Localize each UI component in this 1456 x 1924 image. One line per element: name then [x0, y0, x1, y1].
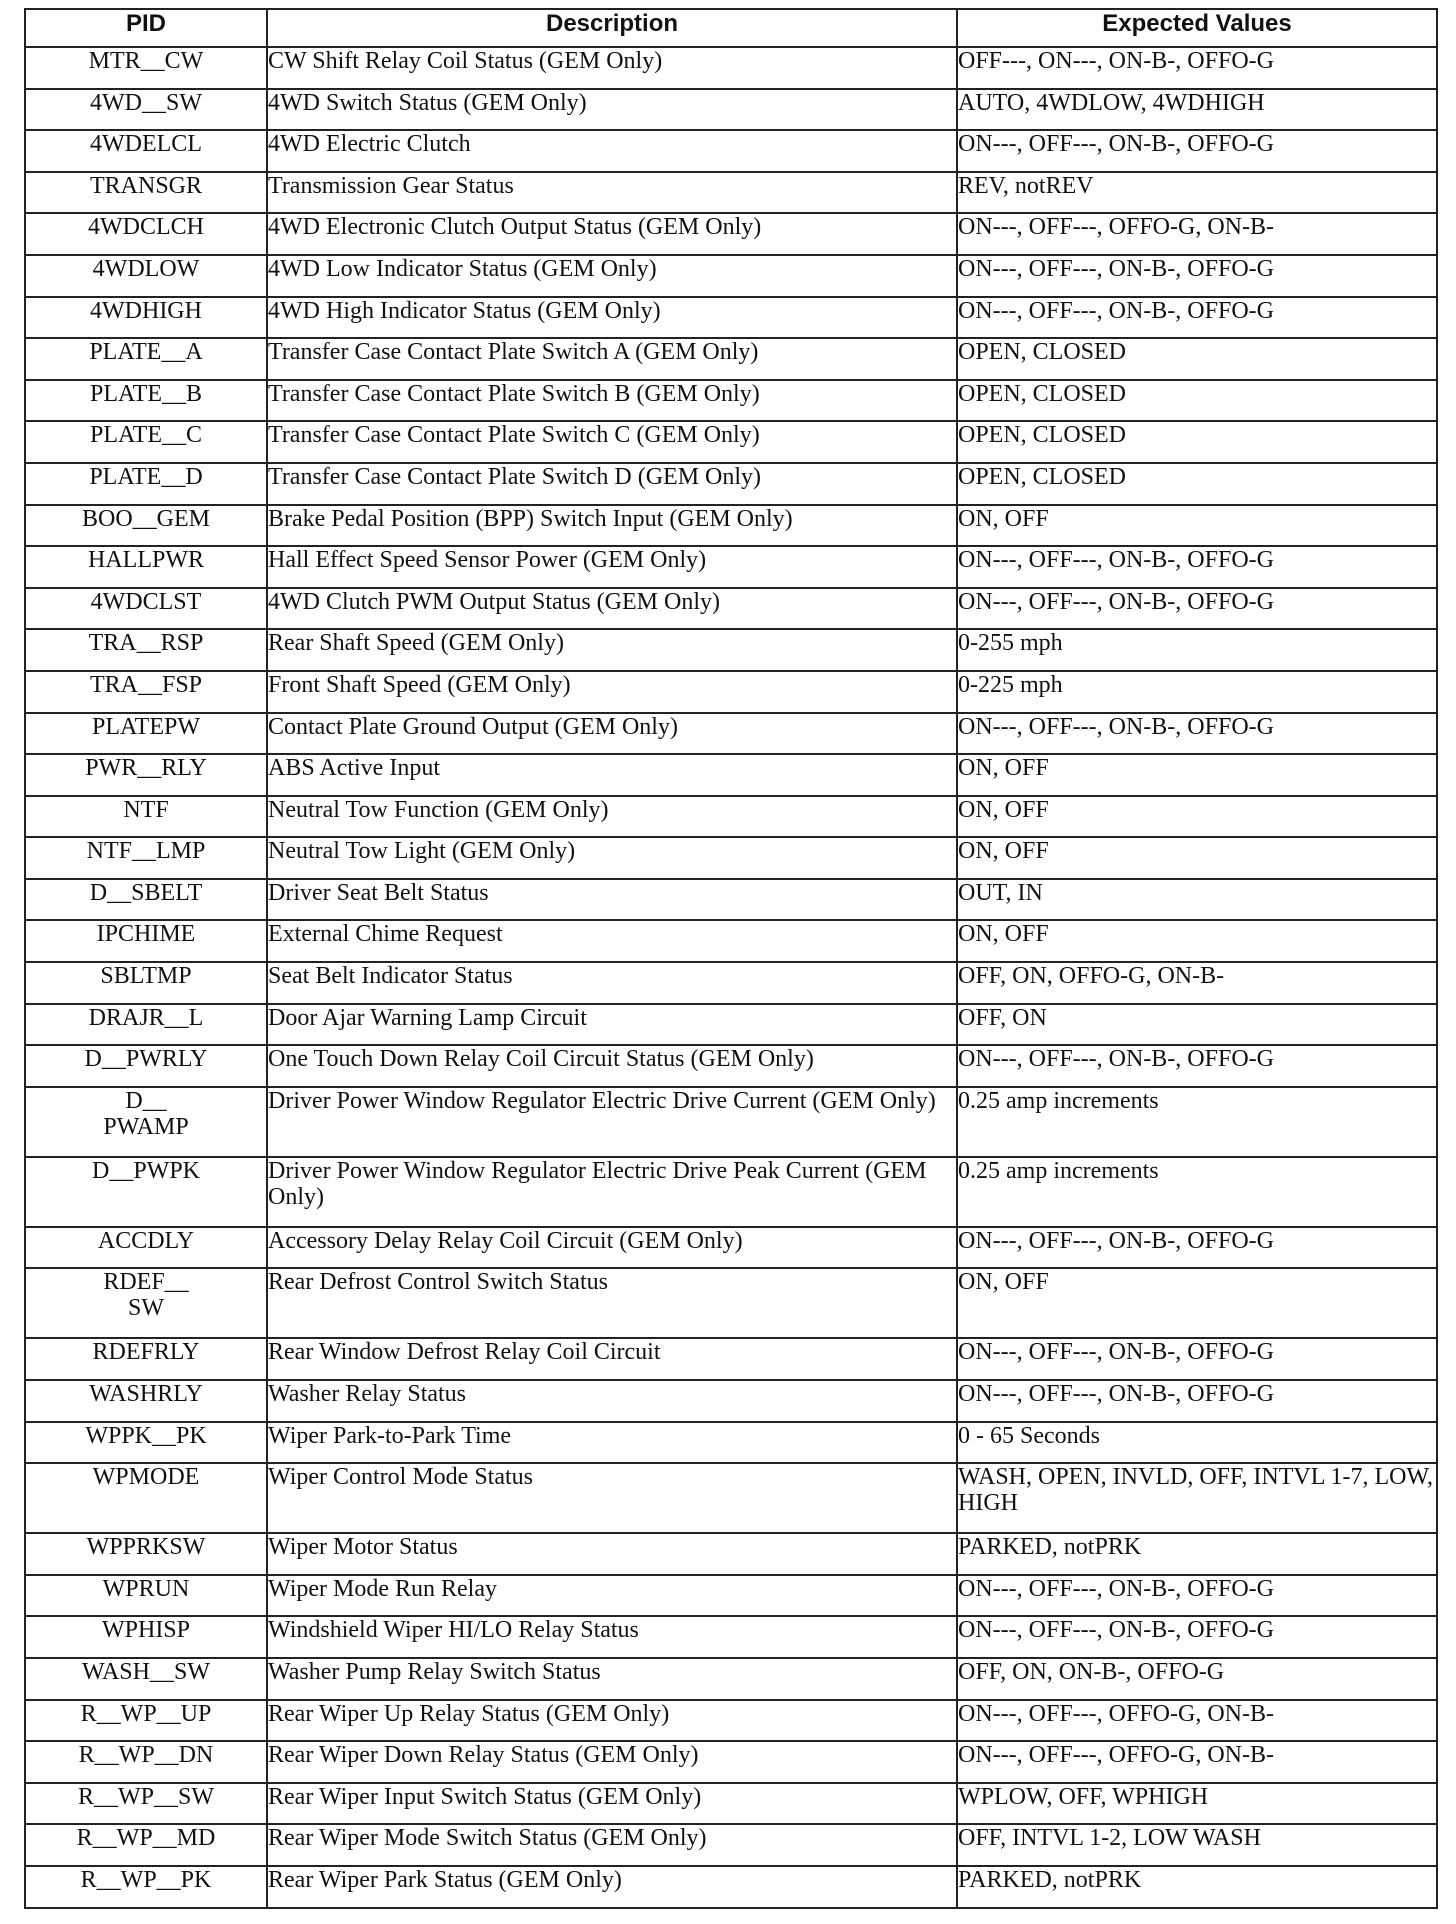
description-cell: Transfer Case Contact Plate Switch A (GEM Only): [267, 338, 957, 380]
expected-values-cell: ON---, OFF---, ON-B-, OFFO-G: [957, 130, 1437, 172]
description-cell: Rear Window Defrost Relay Coil Circuit: [267, 1338, 957, 1380]
table-row: [25, 1004, 1437, 1046]
expected-values-cell: ON---, OFF---, ON-B-, OFFO-G: [957, 1616, 1437, 1658]
pid-cell: D__PWPK: [25, 1157, 267, 1227]
table-row: [25, 1045, 1437, 1087]
description-cell: Wiper Park-to-Park Time: [267, 1422, 957, 1464]
pid-cell: BOO__GEM: [25, 505, 267, 547]
pid-cell: SBLTMP: [25, 962, 267, 1004]
description-cell: Brake Pedal Position (BPP) Switch Input (GEM Only): [267, 505, 957, 547]
pid-cell: MTR__CW: [25, 47, 267, 89]
pid-cell: 4WDLOW: [25, 255, 267, 297]
description-cell: Wiper Motor Status: [267, 1533, 957, 1575]
description-cell: Rear Wiper Input Switch Status (GEM Only): [267, 1783, 957, 1825]
description-cell: 4WD Clutch PWM Output Status (GEM Only): [267, 588, 957, 630]
expected-values-cell: OFF, ON, ON-B-, OFFO-G: [957, 1658, 1437, 1700]
description-cell: CW Shift Relay Coil Status (GEM Only): [267, 47, 957, 89]
description-cell: Wiper Mode Run Relay: [267, 1575, 957, 1617]
table-row: [25, 1824, 1437, 1866]
description-cell: Rear Wiper Down Relay Status (GEM Only): [267, 1741, 957, 1783]
expected-values-cell: 0.25 amp increments: [957, 1157, 1437, 1227]
description-cell: Contact Plate Ground Output (GEM Only): [267, 713, 957, 755]
pid-cell: ACCDLY: [25, 1227, 267, 1269]
header-expected-values: Expected Values: [957, 9, 1437, 47]
pid-cell: D__SBELT: [25, 879, 267, 921]
description-cell: Wiper Control Mode Status: [267, 1463, 957, 1533]
expected-values-cell: OPEN, CLOSED: [957, 421, 1437, 463]
expected-values-cell: OFF, INTVL 1-2, LOW WASH: [957, 1824, 1437, 1866]
description-cell: Windshield Wiper HI/LO Relay Status: [267, 1616, 957, 1658]
table-row: [25, 671, 1437, 713]
table-row: [25, 1422, 1437, 1464]
description-cell: Rear Shaft Speed (GEM Only): [267, 629, 957, 671]
expected-values-cell: ON, OFF: [957, 754, 1437, 796]
header-description: Description: [267, 9, 957, 47]
table-row: [25, 1783, 1437, 1825]
table-row: [25, 1268, 1437, 1338]
table-row: [25, 588, 1437, 630]
expected-values-cell: WASH, OPEN, INVLD, OFF, INTVL 1-7, LOW, HIGH: [957, 1463, 1437, 1533]
expected-values-cell: 0 - 65 Seconds: [957, 1422, 1437, 1464]
table-row: [25, 879, 1437, 921]
expected-values-cell: ON---, OFF---, ON-B-, OFFO-G: [957, 255, 1437, 297]
description-cell: Rear Wiper Up Relay Status (GEM Only): [267, 1700, 957, 1742]
pid-cell: WASHRLY: [25, 1380, 267, 1422]
header-row: [25, 9, 1437, 47]
description-cell: Neutral Tow Light (GEM Only): [267, 837, 957, 879]
table-row: [25, 255, 1437, 297]
pid-cell: PLATE__B: [25, 380, 267, 422]
description-cell: External Chime Request: [267, 920, 957, 962]
table-row: [25, 1338, 1437, 1380]
pid-cell: 4WDHIGH: [25, 297, 267, 339]
table-row: [25, 1575, 1437, 1617]
table-row: [25, 89, 1437, 131]
pid-cell: PWR__RLY: [25, 754, 267, 796]
expected-values-cell: OUT, IN: [957, 879, 1437, 921]
document-page: [24, 8, 1436, 1909]
expected-values-cell: ON---, OFF---, OFFO-G, ON-B-: [957, 1741, 1437, 1783]
expected-values-cell: PARKED, notPRK: [957, 1533, 1437, 1575]
pid-cell: WPPK__PK: [25, 1422, 267, 1464]
expected-values-cell: 0-225 mph: [957, 671, 1437, 713]
table-row: [25, 713, 1437, 755]
table-row: [25, 213, 1437, 255]
description-cell: Driver Power Window Regulator Electric Drive Peak Current (GEM Only): [267, 1157, 957, 1227]
description-cell: ABS Active Input: [267, 754, 957, 796]
description-cell: Hall Effect Speed Sensor Power (GEM Only): [267, 546, 957, 588]
description-cell: 4WD Switch Status (GEM Only): [267, 89, 957, 131]
table-row: [25, 629, 1437, 671]
description-cell: Rear Wiper Park Status (GEM Only): [267, 1866, 957, 1908]
expected-values-cell: ON---, OFF---, ON-B-, OFFO-G: [957, 713, 1437, 755]
expected-values-cell: ON---, OFF---, ON-B-, OFFO-G: [957, 1338, 1437, 1380]
pid-cell: 4WD__SW: [25, 89, 267, 131]
description-cell: Accessory Delay Relay Coil Circuit (GEM Only): [267, 1227, 957, 1269]
pid-cell: NTF: [25, 796, 267, 838]
expected-values-cell: 0.25 amp increments: [957, 1087, 1437, 1157]
description-cell: Transfer Case Contact Plate Switch D (GEM Only): [267, 463, 957, 505]
pid-cell: PLATE__D: [25, 463, 267, 505]
expected-values-cell: ON---, OFF---, OFFO-G, ON-B-: [957, 213, 1437, 255]
expected-values-cell: OPEN, CLOSED: [957, 463, 1437, 505]
pid-cell: HALLPWR: [25, 546, 267, 588]
expected-values-cell: ON---, OFF---, ON-B-, OFFO-G: [957, 1045, 1437, 1087]
description-cell: 4WD Electric Clutch: [267, 130, 957, 172]
table-row: [25, 1157, 1437, 1227]
pid-cell: R__WP__UP: [25, 1700, 267, 1742]
table-row: [25, 754, 1437, 796]
table-row: [25, 505, 1437, 547]
table-row: [25, 463, 1437, 505]
header-pid: PID: [25, 9, 267, 47]
expected-values-cell: ON---, OFF---, ON-B-, OFFO-G: [957, 1575, 1437, 1617]
pid-cell: R__WP__MD: [25, 1824, 267, 1866]
expected-values-cell: WPLOW, OFF, WPHIGH: [957, 1783, 1437, 1825]
description-cell: Washer Relay Status: [267, 1380, 957, 1422]
table-row: [25, 1463, 1437, 1533]
pid-cell: 4WDCLCH: [25, 213, 267, 255]
expected-values-cell: 0-255 mph: [957, 629, 1437, 671]
expected-values-cell: ON, OFF: [957, 1268, 1437, 1338]
description-cell: 4WD Electronic Clutch Output Status (GEM Only): [267, 213, 957, 255]
table-row: [25, 920, 1437, 962]
table-row: [25, 1227, 1437, 1269]
expected-values-cell: ON---, OFF---, ON-B-, OFFO-G: [957, 1227, 1437, 1269]
expected-values-cell: ON---, OFF---, ON-B-, OFFO-G: [957, 546, 1437, 588]
pid-cell: WPHISP: [25, 1616, 267, 1658]
table-row: [25, 796, 1437, 838]
description-cell: Rear Defrost Control Switch Status: [267, 1268, 957, 1338]
expected-values-cell: AUTO, 4WDLOW, 4WDHIGH: [957, 89, 1437, 131]
table-row: [25, 962, 1437, 1004]
pid-cell: TRA__RSP: [25, 629, 267, 671]
table-row: [25, 546, 1437, 588]
table-row: [25, 338, 1437, 380]
expected-values-cell: ON---, OFF---, ON-B-, OFFO-G: [957, 297, 1437, 339]
pid-cell: R__WP__PK: [25, 1866, 267, 1908]
description-cell: Seat Belt Indicator Status: [267, 962, 957, 1004]
expected-values-cell: OFF, ON: [957, 1004, 1437, 1046]
table-header: [25, 9, 1437, 47]
description-cell: 4WD Low Indicator Status (GEM Only): [267, 255, 957, 297]
description-cell: Transfer Case Contact Plate Switch B (GEM Only): [267, 380, 957, 422]
pid-cell: D__ PWAMP: [25, 1087, 267, 1157]
pid-cell: DRAJR__L: [25, 1004, 267, 1046]
expected-values-cell: ON, OFF: [957, 837, 1437, 879]
pid-cell: WPMODE: [25, 1463, 267, 1533]
table-row: [25, 1700, 1437, 1742]
pid-cell: R__WP__SW: [25, 1783, 267, 1825]
pid-cell: D__PWRLY: [25, 1045, 267, 1087]
expected-values-cell: ON, OFF: [957, 920, 1437, 962]
table-row: [25, 172, 1437, 214]
pid-cell: PLATE__A: [25, 338, 267, 380]
pid-cell: R__WP__DN: [25, 1741, 267, 1783]
pid-cell: WPRUN: [25, 1575, 267, 1617]
expected-values-cell: PARKED, notPRK: [957, 1866, 1437, 1908]
expected-values-cell: REV, notREV: [957, 172, 1437, 214]
pid-cell: RDEFRLY: [25, 1338, 267, 1380]
pid-cell: IPCHIME: [25, 920, 267, 962]
description-cell: 4WD High Indicator Status (GEM Only): [267, 297, 957, 339]
table-row: [25, 380, 1437, 422]
pid-cell: 4WDCLST: [25, 588, 267, 630]
expected-values-cell: ON, OFF: [957, 505, 1437, 547]
pid-cell: RDEF__ SW: [25, 1268, 267, 1338]
description-cell: Front Shaft Speed (GEM Only): [267, 671, 957, 713]
expected-values-cell: ON, OFF: [957, 796, 1437, 838]
table-row: [25, 1616, 1437, 1658]
table-row: [25, 1658, 1437, 1700]
pid-cell: WASH__SW: [25, 1658, 267, 1700]
expected-values-cell: OFF---, ON---, ON-B-, OFFO-G: [957, 47, 1437, 89]
description-cell: Transfer Case Contact Plate Switch C (GEM Only): [267, 421, 957, 463]
table-row: [25, 837, 1437, 879]
expected-values-cell: OFF, ON, OFFO-G, ON-B-: [957, 962, 1437, 1004]
table-row: [25, 1380, 1437, 1422]
description-cell: Driver Seat Belt Status: [267, 879, 957, 921]
table-row: [25, 421, 1437, 463]
description-cell: Rear Wiper Mode Switch Status (GEM Only): [267, 1824, 957, 1866]
pid-cell: WPPRKSW: [25, 1533, 267, 1575]
description-cell: Neutral Tow Function (GEM Only): [267, 796, 957, 838]
pid-cell: TRANSGR: [25, 172, 267, 214]
description-cell: Transmission Gear Status: [267, 172, 957, 214]
pid-cell: 4WDELCL: [25, 130, 267, 172]
pid-cell: PLATEPW: [25, 713, 267, 755]
table-row: [25, 1741, 1437, 1783]
expected-values-cell: OPEN, CLOSED: [957, 380, 1437, 422]
expected-values-cell: ON---, OFF---, ON-B-, OFFO-G: [957, 588, 1437, 630]
pid-table: [24, 8, 1438, 1909]
pid-cell: TRA__FSP: [25, 671, 267, 713]
description-cell: Washer Pump Relay Switch Status: [267, 1658, 957, 1700]
table-row: [25, 1087, 1437, 1157]
description-cell: Door Ajar Warning Lamp Circuit: [267, 1004, 957, 1046]
expected-values-cell: OPEN, CLOSED: [957, 338, 1437, 380]
table-row: [25, 1533, 1437, 1575]
table-row: [25, 47, 1437, 89]
expected-values-cell: ON---, OFF---, ON-B-, OFFO-G: [957, 1380, 1437, 1422]
table-row: [25, 1866, 1437, 1908]
expected-values-cell: ON---, OFF---, OFFO-G, ON-B-: [957, 1700, 1437, 1742]
table-body: [25, 47, 1437, 1908]
table-row: [25, 130, 1437, 172]
pid-cell: PLATE__C: [25, 421, 267, 463]
pid-cell: NTF__LMP: [25, 837, 267, 879]
description-cell: Driver Power Window Regulator Electric Drive Current (GEM Only): [267, 1087, 957, 1157]
description-cell: One Touch Down Relay Coil Circuit Status (GEM Only): [267, 1045, 957, 1087]
table-row: [25, 297, 1437, 339]
